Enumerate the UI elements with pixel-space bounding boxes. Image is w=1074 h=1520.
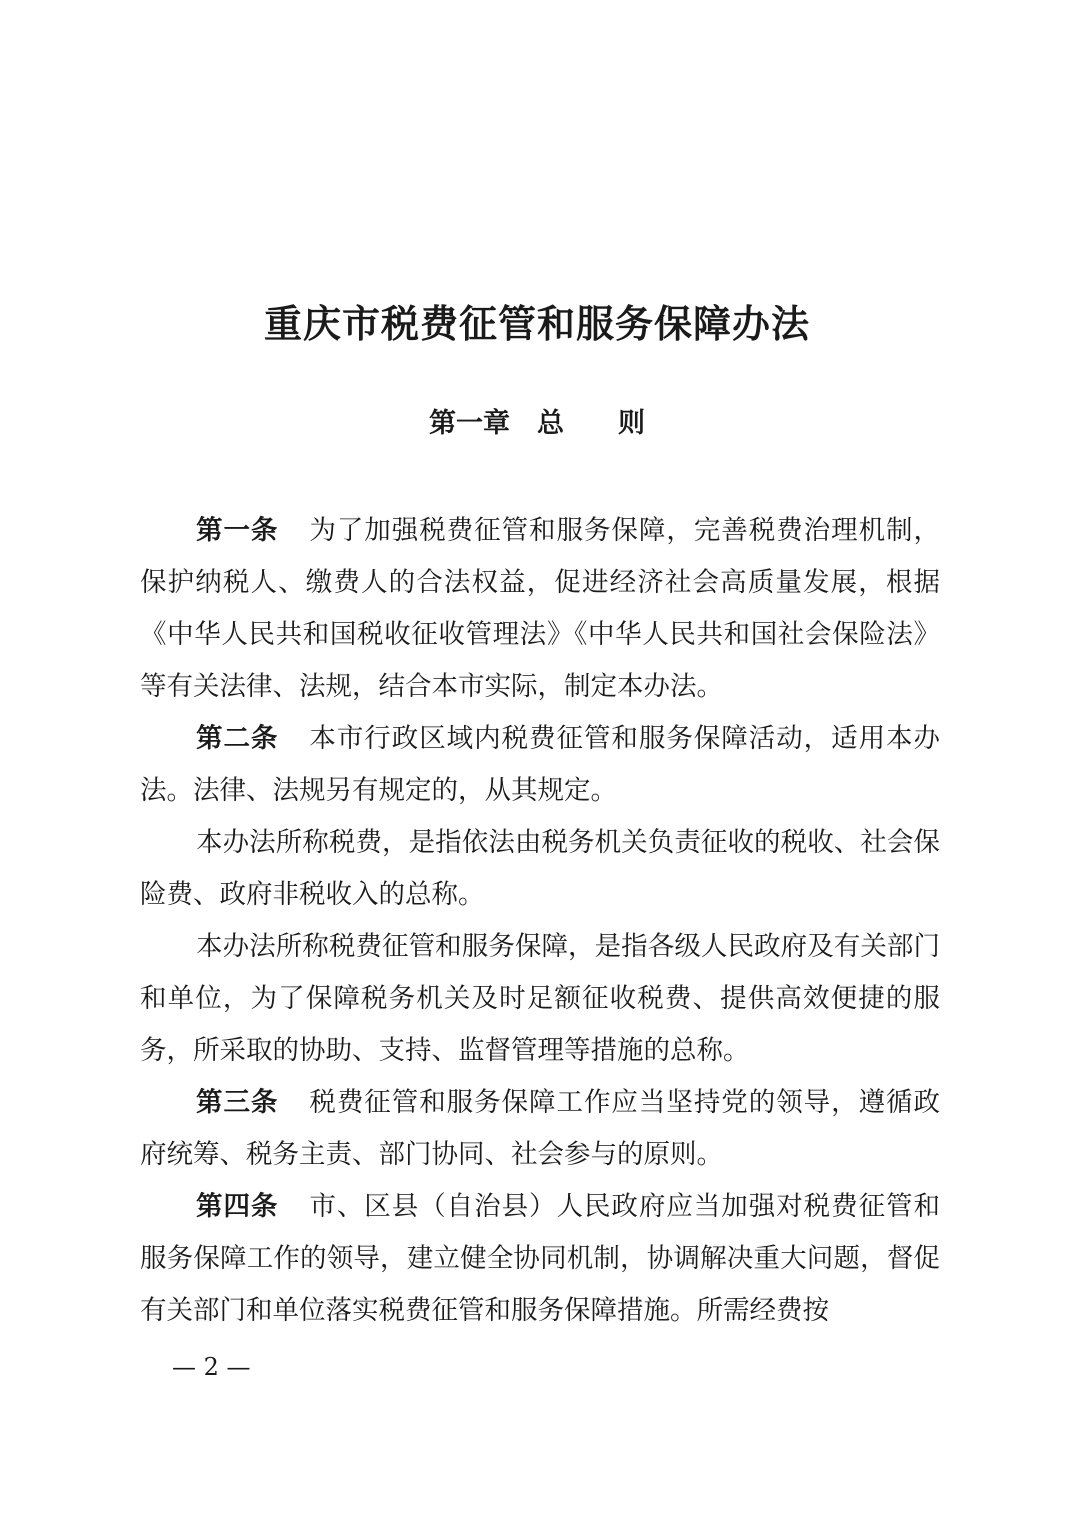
paragraph-text: 本办法所称税费，是指依法由税务机关负责征收的税收、社会保险费、政府非税收入的总称。 [140,827,940,910]
paragraph-text: 本办法所称税费征管和服务保障，是指各级人民政府及有关部门和单位，为了保障税务机关及时足额征收税费、提供高效便捷的服务，所采取的协助、支持、监督管理等措施的总称。 [140,931,940,1066]
chapter-heading: 第一章 总 则 [429,408,645,439]
paragraph-service-definition [140,921,940,1077]
paragraph-text: 税费征管和服务保障工作应当坚持党的领导，遵循政府统筹、税务主责、部门协同、社会参与的原则。 [140,1087,941,1170]
paragraph-article-3 [140,1077,940,1181]
document-body [140,505,940,1337]
paragraph-text: 市、区县（自治县）人民政府应当加强对税费征管和服务保障工作的领导，建立健全协同机制，协调解决重大问题，督促有关部门和单位落实税费征管和服务保障措施。所需经费按 [140,1191,941,1326]
paragraph-article-1 [140,505,940,713]
page-number: — 2 — [172,1353,251,1381]
article-label: 第二条 [196,723,279,754]
document-title: 重庆市税费征管和服务保障办法 [263,301,810,346]
paragraph-article-4 [140,1181,940,1337]
paragraph-tax-definition [140,817,940,921]
article-label: 第三条 [196,1087,279,1118]
article-label: 第四条 [196,1191,279,1222]
paragraph-text: 为了加强税费征管和服务保障，完善税费治理机制，保护纳税人、缴费人的合法权益，促进经济社会高质量发展，根据《中华人民共和国税收征收管理法》《中华人民共和国社会保险法》等有关法律、法规，结合本市实际，制定本办法。 [140,515,941,702]
paragraph-article-2 [140,713,940,817]
article-label: 第一条 [196,515,279,546]
paragraph-text: 本市行政区域内税费征管和服务保障活动，适用本办法。法律、法规另有规定的，从其规定。 [140,723,941,806]
